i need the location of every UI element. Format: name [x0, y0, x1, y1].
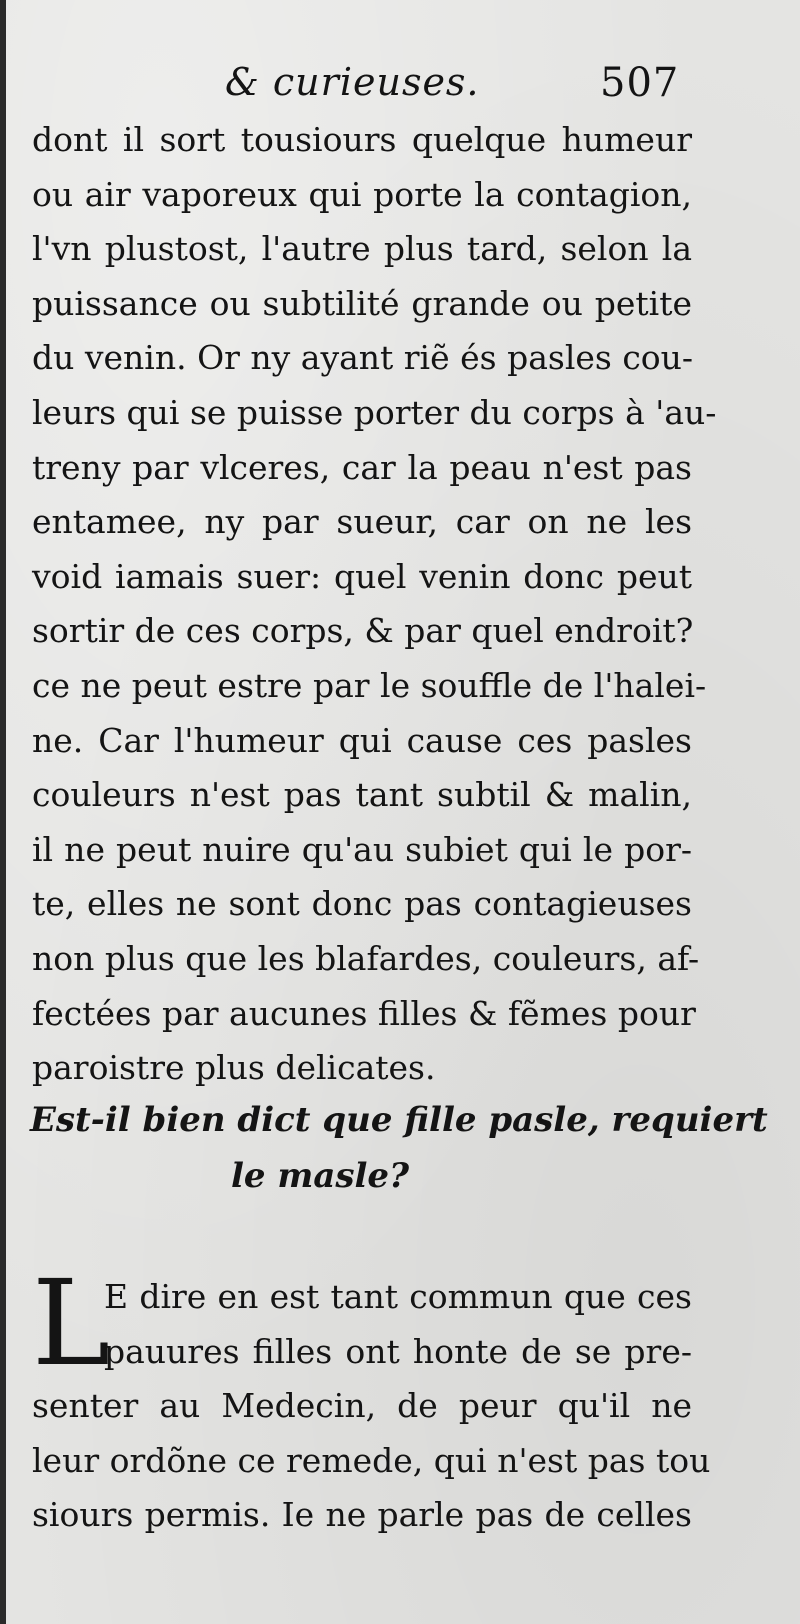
text-line: couleurs n'est pas tant subtil & malin,	[32, 775, 692, 815]
text-line: non plus que les blafardes, couleurs, af-	[32, 938, 700, 978]
text-line: sortir de ces corps, & par quel endroit?	[32, 611, 694, 651]
text-line: il ne peut nuire qu'au subiet qui le por-	[32, 829, 692, 869]
heading-line: Est-il bien dict que fille pasle, requiert	[30, 1100, 768, 1140]
text-line: du venin. Or ny ayant riẽ és pasles cou-	[32, 338, 694, 378]
text-line: E dire en est tant commun que ces	[104, 1277, 692, 1316]
text-line: puissance ou subtilité grande ou petite	[32, 283, 692, 323]
running-head	[0, 60, 800, 110]
text-line: ne. Car l'humeur qui cause ces pasles	[32, 720, 692, 760]
heading-line: le masle?	[230, 1156, 409, 1196]
text-line: treny par vlceres, car la peau n'est pas	[32, 447, 692, 487]
text-line: leurs qui se puisse porter du corps à 'au-	[32, 392, 717, 432]
text-line: paroistre plus delicates.	[32, 1048, 436, 1088]
text-line: leur ordõne ce remede, qui n'est pas tou	[32, 1440, 711, 1480]
text-line: ce ne peut estre par le souffle de l'halei-	[32, 665, 707, 705]
text-line: te, elles ne sont donc pas contagieuses	[32, 884, 692, 924]
page-number: 507	[600, 60, 680, 106]
text-line: siours permis. Ie ne parle pas de celles	[32, 1495, 692, 1535]
page-edge-shadow	[0, 0, 6, 1624]
section-paragraph	[32, 1254, 711, 1543]
text-line: fectées par aucunes filles & fẽmes pour	[32, 993, 696, 1033]
text-line: pauures filles ont honte de se pre-	[104, 1331, 692, 1371]
text-line: void iamais suer: quel venin donc peut	[32, 556, 692, 596]
body-paragraph	[32, 113, 717, 1096]
text-line: senter au Medecin, de peur qu'il ne	[32, 1386, 692, 1426]
running-head-title: & curieuses.	[225, 60, 480, 104]
text-line: dont il sort tousiours quelque humeur	[32, 120, 692, 159]
text-line: entamee, ny par sueur, car on ne les	[32, 502, 692, 542]
drop-cap: L	[32, 1254, 111, 1392]
section-heading	[30, 1092, 768, 1204]
text-line: l'vn plustost, l'autre plus tard, selon la	[32, 229, 692, 269]
text-line: ou air vaporeux qui porte la contagion,	[32, 174, 692, 214]
